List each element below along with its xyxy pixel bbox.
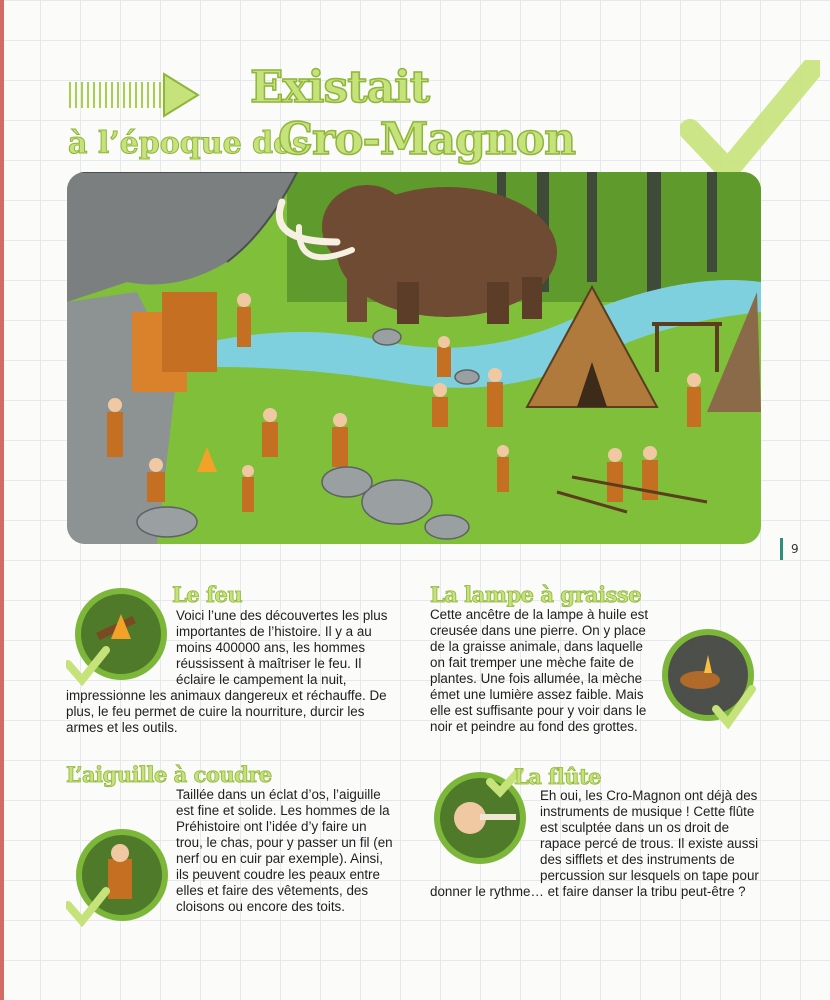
fire-illustration xyxy=(66,584,170,688)
section-feu xyxy=(66,580,396,736)
text-aiguille: Taillée dans un éclat d’os, l’aiguille est fine et solide. Les hommes de la Préhistoire ont l’idée d’y faire un trou, le chas, pour y passer un fil (en nerf ou en cuir par exemple). Ainsi, ils peuvent coudre les peaux entre elles et faire des vêtements, des cloisons ou encore des toits. xyxy=(176,787,393,914)
section-lampe xyxy=(430,582,760,735)
heading-lampe: La lampe à graisse xyxy=(430,582,642,607)
section-flute xyxy=(430,762,760,900)
title-line2-small: à l’époque des xyxy=(68,126,310,161)
prehistoric-camp-illustration xyxy=(67,172,761,544)
text-feu: Voici l’une des découvertes les plus importantes de l’histoire. Il y a au moins 400000 ans, les hommes réussissent à maîtriser le feu. Il éclaire le campement la nuit, impressionne les animaux dangereux et réchauffe. De plus, le feu permet de cuire la nourriture, durcir les armes et les outils. xyxy=(66,608,388,735)
arrow-icon xyxy=(68,72,200,118)
title-line1: Existait xyxy=(250,62,430,113)
needle-illustration xyxy=(66,823,170,927)
heading-feu: Le feu xyxy=(172,582,243,607)
page-title xyxy=(60,60,820,180)
lamp-illustration xyxy=(656,625,760,729)
text-lampe: Cette ancêtre de la lampe à huile est creusée dans une pierre. On y place de la graisse animale, dans laquelle on fait tremper une mèche faite de plantes. Une fois allumée, la mèche émet une lumière assez faible. Mais elle est suffisante pour y voir dans le noir et peindre au fond des grottes. xyxy=(430,607,649,734)
heading-aiguille: L’aiguille à coudre xyxy=(66,762,272,787)
page-margin-line xyxy=(0,0,4,1000)
checkmark-icon xyxy=(680,60,820,180)
page-number: 9 xyxy=(780,538,799,560)
heading-flute: La flûte xyxy=(514,764,602,789)
text-flute: Eh oui, les Cro-Magnon ont déjà des instruments de musique ! Cette flûte est sculptée dans un os droit de rapace percé de trous. Il existe aussi des sifflets et des instruments de percussion sur lesquels on tape pour donner le rythme… et faire danser la tribu peut-être ? xyxy=(430,788,759,899)
title-line2-big: Cro-Magnon xyxy=(278,114,576,165)
section-aiguille xyxy=(66,762,396,927)
